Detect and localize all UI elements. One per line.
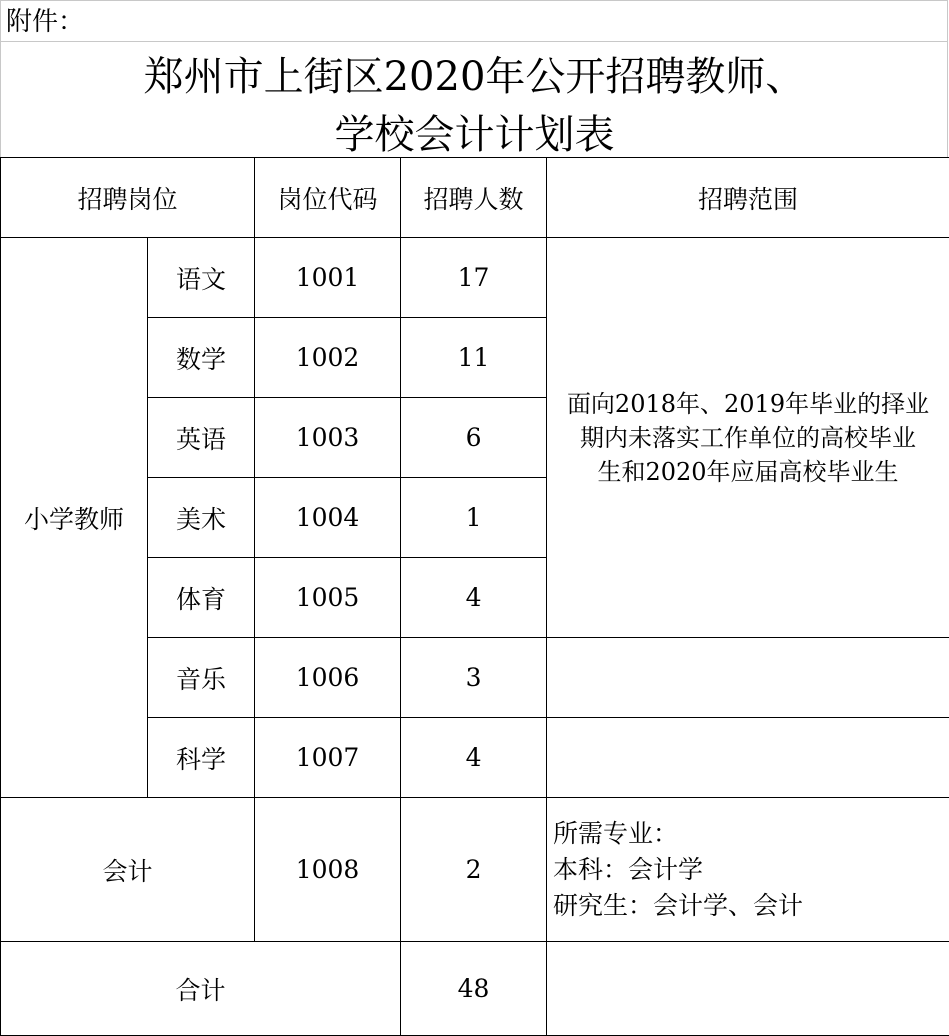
gridline: [0, 0, 948, 1]
subject-cell: 体育: [148, 558, 255, 638]
empty-scope-cell: [547, 718, 949, 798]
total-row: [1, 942, 949, 1036]
count-cell: 17: [401, 238, 547, 318]
total-count-cell: 48: [401, 942, 547, 1036]
subject-cell: 科学: [148, 718, 255, 798]
accounting-major-cell: [547, 798, 949, 942]
code-cell: 1007: [255, 718, 401, 798]
count-cell: 3: [401, 638, 547, 718]
accounting-row: [1, 798, 949, 942]
count-cell: 1: [401, 478, 547, 558]
subject-cell: 英语: [148, 398, 255, 478]
page-title: [0, 48, 949, 164]
major-line-1: 所需专业：: [553, 816, 949, 852]
empty-scope-cell: [547, 638, 949, 718]
major-line-2: 本科：会计学: [553, 852, 949, 888]
subject-cell: 美术: [148, 478, 255, 558]
code-cell: 1006: [255, 638, 401, 718]
count-cell: 11: [401, 318, 547, 398]
major-line-3: 研究生：会计学、会计: [553, 888, 949, 924]
count-cell: 4: [401, 718, 547, 798]
header-scope: 招聘范围: [547, 158, 949, 238]
title-line-1: 郑州市上街区2020年公开招聘教师、: [0, 48, 949, 106]
scope-line-3: 生和2020年应届高校毕业生: [551, 455, 945, 489]
title-line-2: 学校会计计划表: [0, 106, 949, 164]
accounting-position-cell: 会计: [1, 798, 255, 942]
header-code: 岗位代码: [255, 158, 401, 238]
table-header-row: [1, 158, 949, 238]
total-label-cell: 合计: [1, 942, 401, 1036]
header-count: 招聘人数: [401, 158, 547, 238]
teacher-group-cell: 小学教师: [1, 238, 148, 798]
table-row: [1, 238, 949, 318]
code-cell: 1005: [255, 558, 401, 638]
empty-scope-cell: [547, 942, 949, 1036]
subject-cell: 语文: [148, 238, 255, 318]
count-cell: 4: [401, 558, 547, 638]
attachment-label: 附件：: [6, 4, 84, 40]
subject-cell: 音乐: [148, 638, 255, 718]
count-cell: 2: [401, 798, 547, 942]
count-cell: 6: [401, 398, 547, 478]
teacher-scope-cell: [547, 238, 949, 638]
code-cell: 1002: [255, 318, 401, 398]
header-position: 招聘岗位: [1, 158, 255, 238]
gridline: [0, 41, 948, 42]
recruitment-plan-table: [0, 157, 949, 1036]
scope-line-1: 面向2018年、2019年毕业的择业: [551, 387, 945, 421]
subject-cell: 数学: [148, 318, 255, 398]
code-cell: 1004: [255, 478, 401, 558]
code-cell: 1003: [255, 398, 401, 478]
code-cell: 1008: [255, 798, 401, 942]
code-cell: 1001: [255, 238, 401, 318]
scope-line-2: 期内未落实工作单位的高校毕业: [551, 421, 945, 455]
